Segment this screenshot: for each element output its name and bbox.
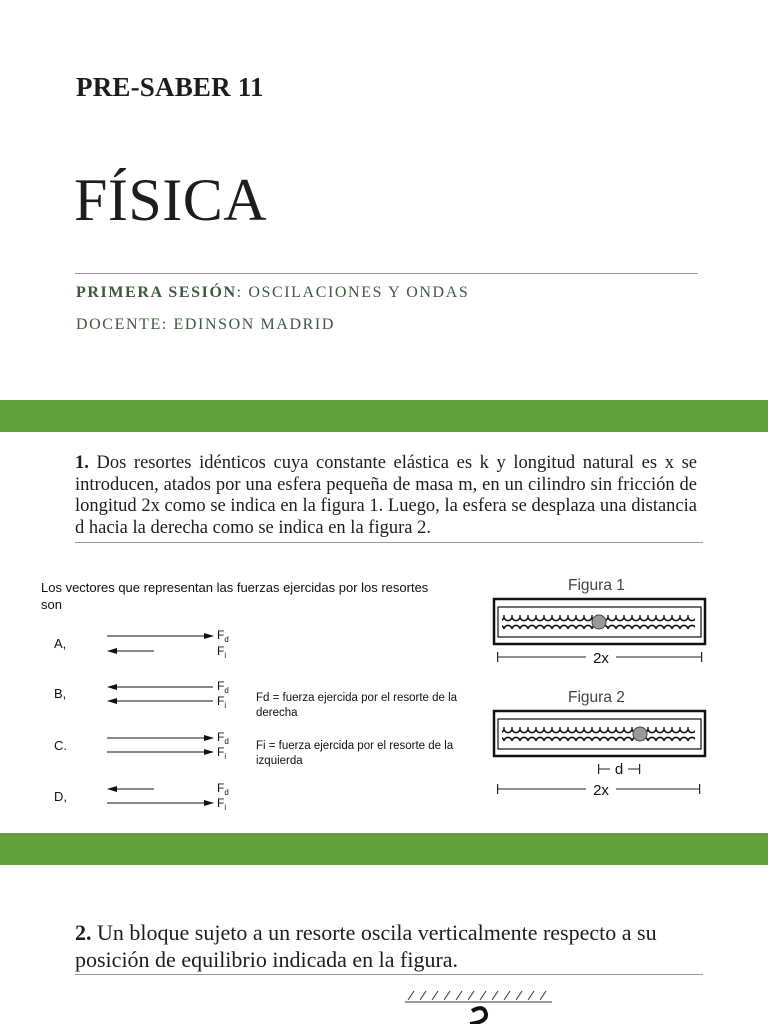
- option-c-fi-label: $F_i$: [217, 745, 227, 761]
- figure-1-sphere: [592, 615, 606, 629]
- option-b-label: B,: [54, 686, 67, 701]
- spring-cylinder-figures: [488, 595, 713, 800]
- legend-fd: Fd = fuerza ejercida por el resorte de la derecha: [256, 692, 458, 719]
- teacher-line: DOCENTE: EDINSON MADRID: [76, 316, 336, 333]
- question-1-divider: [75, 542, 703, 543]
- question-1-prompt: Los vectores que representan las fuerzas ejercidas por los resortes son: [41, 580, 429, 612]
- question-1-statement: Dos resortes idénticos cuya constante elástica es k y longitud natural es x se introducen, atados por una esfera pequeña de masa m, en un cilindro sin fricción de longitud 2x como se indica en la figura 1. Luego, la esfera se desplaza una distancia d hacia la derecha como se indica en la figura 2.: [75, 453, 697, 538]
- figure-2-title: Figura 2: [568, 689, 625, 706]
- option-a-label: A,: [54, 636, 67, 651]
- figure-2-springs: [502, 727, 695, 741]
- option-b-vectors: [108, 687, 213, 701]
- subject-title: FÍSICA: [74, 167, 268, 233]
- spring-top: [470, 1008, 486, 1024]
- ceiling-hatching: [408, 991, 546, 1000]
- figure-1-span-label: 2x: [593, 650, 609, 667]
- section-band-top: [0, 400, 768, 432]
- legend-fi: Fi = fuerza ejercida por el resorte de la izquierda: [256, 740, 454, 767]
- figure-1-title: Figura 1: [568, 577, 625, 594]
- option-b-fi-label: $F_i$: [217, 694, 227, 710]
- option-d-fd-label: $F_d$: [217, 781, 229, 797]
- figure-2-span-label: 2x: [593, 782, 609, 799]
- question-1-text: [75, 453, 697, 539]
- session-separator: :: [236, 284, 249, 301]
- question-2-text: [75, 919, 700, 973]
- option-a-fi-label: $F_i$: [217, 644, 227, 660]
- session-label: PRIMERA SESIÓN: [76, 284, 237, 301]
- session-topic: OSCILACIONES Y ONDAS: [248, 284, 470, 301]
- option-c-vectors: [107, 738, 213, 752]
- figure-2-cylinder: [494, 711, 705, 756]
- question-1-number: 1.: [75, 453, 89, 473]
- option-a-fd-label: $F_d$: [217, 628, 229, 644]
- section-band-bottom: [0, 833, 768, 865]
- question-2-statement: Un bloque sujeto a un resorte oscila verticalmente respecto a su posición de equilibrio indicada en la figura.: [75, 920, 657, 972]
- option-c-label: C.: [54, 738, 67, 753]
- option-a-vectors: [107, 636, 213, 651]
- option-d-vectors: [107, 789, 213, 803]
- header-divider: [75, 273, 698, 274]
- option-c-fd-label: $F_d$: [217, 730, 229, 746]
- figure-1-cylinder: [494, 599, 705, 644]
- session-line: [76, 284, 469, 302]
- force-vector-options: [100, 622, 250, 814]
- ceiling-spring-figure: [400, 988, 560, 1024]
- option-b-fd-label: $F_d$: [217, 679, 229, 695]
- option-d-fi-label: $F_i$: [217, 796, 227, 812]
- figure-2-sphere: [633, 727, 647, 741]
- question-2-number: 2.: [75, 920, 92, 945]
- figure-2-displacement-label: d: [614, 761, 624, 778]
- option-d-label: D,: [54, 789, 67, 804]
- series-title: PRE-SABER 11: [76, 72, 264, 102]
- question-2-divider: [75, 974, 703, 975]
